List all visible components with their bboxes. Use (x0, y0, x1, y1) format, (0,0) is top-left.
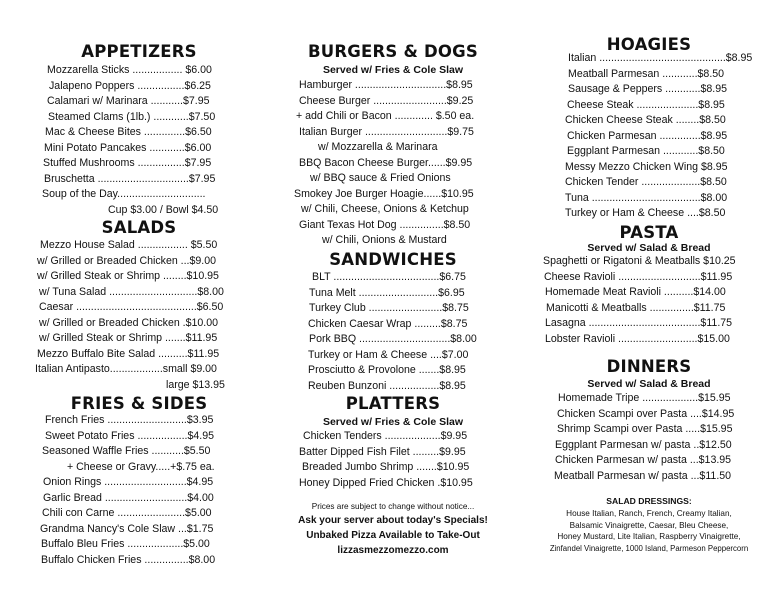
list-item: Stuffed Mushrooms ................$7.95 (43, 157, 212, 169)
list-item: Garlic Bread ............................$4.00 (43, 491, 214, 504)
dressing-line: House Italian, Ranch, French, Creamy Italian, (566, 509, 732, 518)
list-item: BBQ Bacon Cheese Burger......$9.95 (299, 156, 473, 169)
list-item: Buffalo Bleu Fries ...................$5.00 (41, 538, 210, 550)
list-item: Pork BBQ ...............................$8.00 (309, 333, 477, 345)
list-item: BLT ....................................$6.75 (312, 271, 466, 283)
list-item: Honey Dipped Fried Chicken .$10.95 (299, 476, 473, 489)
list-item: Cheese Steak .....................$8.95 (567, 98, 725, 111)
appetizers-heading: APPETIZERS (81, 42, 197, 61)
list-item: Chicken Scampi over Pasta ....$14.95 (557, 407, 735, 420)
list-item: w/ Grilled Steak or Shrimp .......$11.95 (39, 332, 218, 344)
list-item: Lasagna ......................................$11.75 (545, 317, 733, 329)
list-item: w/ Chili, Onions & Mustard (322, 234, 447, 246)
dressing-line: Honey Mustard, Lite Italian, Raspberry Vinaigrette, (557, 532, 741, 541)
list-item: Chicken Tenders ...................$9.95 (303, 430, 468, 442)
list-item: Manicotti & Meatballs ...............$11.75 (546, 301, 726, 314)
list-item: Turkey or Ham & Cheese ....$7.00 (308, 348, 469, 361)
pasta-heading: PASTA (619, 223, 679, 242)
list-item: Chili con Carne .......................$5.00 (42, 507, 212, 519)
list-item: Onion Rings ............................$4.95 (43, 476, 214, 488)
website-link[interactable]: lizzasmezzomezzo.com (337, 545, 449, 556)
list-item: Tuna Melt ...........................$6.95 (309, 286, 465, 299)
burgers-dogs-heading: BURGERS & DOGS (308, 42, 478, 61)
list-item: French Fries ...........................$3.95 (45, 414, 214, 426)
sandwiches-heading: SANDWICHES (329, 250, 457, 269)
list-item: Messy Mezzo Chicken Wing $8.95 (565, 160, 728, 173)
list-item: Prosciutto & Provolone .......$8.95 (308, 364, 466, 376)
list-item: Calamari w/ Marinara ...........$7.95 (47, 95, 210, 107)
list-item: + add Chili or Bacon ............. $.50 ea. (296, 110, 475, 122)
price-notice: Prices are subject to change without notice... (311, 502, 475, 511)
list-item: Cheese Ravioli ............................$11.95 (544, 270, 733, 283)
list-item: Shrimp Scampi over Pasta .....$15.95 (557, 423, 733, 435)
list-item: Hamburger ...............................$8.95 (299, 79, 473, 91)
list-item: Sweet Potato Fries .................$4.95 (45, 429, 214, 442)
list-item: Steamed Clams (1lb.) ............$7.50 (48, 110, 216, 123)
list-item: Chicken Parmesan ..............$8.95 (567, 129, 728, 142)
list-item: w/ Grilled Steak or Shrimp ........$10.95 (37, 270, 219, 282)
list-item: Mezzo House Salad ................. $5.50 (40, 239, 218, 251)
list-item: w/ Mozzarella & Marinara (318, 141, 438, 153)
list-item: Giant Texas Hot Dog ...............$8.50 (299, 218, 471, 231)
list-item: Spaghetti or Rigatoni & Meatballs $10.25 (543, 255, 736, 267)
list-item: w/ Tuna Salad ..............................$8.00 (39, 285, 224, 298)
list-item: w/ Grilled or Breaded Chicken ...$9.00 (37, 254, 217, 267)
list-item: Meatball Parmesan w/ pasta ...$11.50 (554, 469, 732, 482)
list-item: Seasoned Waffle Fries ...........$5.50 (42, 445, 211, 457)
list-item: Reuben Bunzoni .................$8.95 (308, 379, 466, 392)
list-item: Chicken Caesar Wrap .........$8.75 (308, 317, 468, 330)
list-item: Eggplant Parmesan ............$8.50 (567, 145, 725, 157)
list-item: Mini Potato Pancakes ............$6.00 (44, 141, 212, 154)
list-item: Breaded Jumbo Shrimp .......$10.95 (302, 461, 470, 473)
dressing-line: Zinfandel Vinaigrette, 1000 Island, Parmeson Peppercorn (549, 543, 749, 553)
list-item: Turkey or Ham & Cheese ....$8.50 (565, 207, 726, 219)
list-item: Italian Burger ............................$9.75 (299, 125, 474, 138)
list-item: Lobster Ravioli ...........................$15.00 (545, 332, 730, 345)
burgers-subtitle: Served w/ Fries & Cole Slaw (322, 64, 464, 76)
list-item: Homemade Tripe ...................$15.95 (558, 392, 731, 404)
dinners-heading: DINNERS (606, 357, 692, 376)
list-item: Chicken Tender ....................$8.50 (565, 176, 727, 188)
list-item: Mozzarella Sticks ................. $6.00 (47, 64, 212, 76)
salads-heading: SALADS (101, 218, 177, 237)
list-item: Homemade Meat Ravioli ..........$14.00 (545, 286, 726, 298)
list-item: Italian Antipasto..................small $9.00 (35, 363, 217, 375)
dressing-line: Balsamic Vinaigrette, Caesar, Bleu Cheese, (569, 520, 729, 530)
list-item: Soup of the Day.............................. (42, 188, 206, 200)
list-item: + Cheese or Gravy.....+$.75 ea. (67, 460, 215, 473)
platters-heading: PLATTERS (345, 394, 441, 413)
list-item: Eggplant Parmesan w/ pasta ..$12.50 (555, 438, 732, 451)
list-item: Jalapeno Poppers ................$6.25 (49, 79, 211, 92)
list-item: Chicken Cheese Steak ........$8.50 (565, 114, 726, 126)
list-item: Mac & Cheese Bites ..............$6.50 (45, 126, 212, 138)
unbaked-pizza-note: Unbaked Pizza Available to Take-Out (306, 530, 480, 541)
list-item: large $13.95 (166, 378, 225, 391)
list-item: Bruschetta ...............................$7.95 (44, 172, 216, 185)
dinners-subtitle: Served w/ Salad & Bread (587, 378, 711, 390)
list-item: Grandma Nancy's Cole Slaw ...$1.75 (40, 522, 214, 535)
list-item: w/ Grilled or Breaded Chicken .$10.00 (39, 316, 219, 329)
list-item: Cup $3.00 / Bowl $4.50 (108, 203, 219, 216)
list-item: Buffalo Chicken Fries ...............$8.00 (41, 553, 216, 566)
hoagies-heading: HOAGIES (606, 35, 692, 54)
list-item: Turkey Club .........................$8.75 (309, 302, 469, 314)
list-item: Tuna .....................................$8.00 (565, 191, 728, 204)
list-item: w/ BBQ sauce & Fried Onions (310, 172, 451, 184)
list-item: Sausage & Peppers ............$8.95 (568, 83, 728, 95)
list-item: Italian ...........................................$8.95 (568, 52, 753, 64)
list-item: Meatball Parmesan ............$8.50 (568, 67, 725, 80)
fries-sides-heading: FRIES & SIDES (70, 394, 208, 413)
list-item: Chicken Parmesan w/ pasta ...$13.95 (555, 454, 732, 466)
list-item: w/ Chili, Cheese, Onions & Ketchup (301, 203, 469, 215)
specials-note: Ask your server about today's Specials! (298, 515, 488, 526)
list-item: Batter Dipped Fish Filet .........$9.95 (299, 445, 466, 458)
pasta-subtitle: Served w/ Salad & Bread (587, 242, 711, 254)
platters-subtitle: Served w/ Fries & Cole Slaw (322, 416, 464, 428)
list-item: Smokey Joe Burger Hoagie......$10.95 (294, 187, 474, 200)
list-item: Caesar .........................................$6.50 (39, 301, 224, 313)
salad-dressings-title: SALAD DRESSINGS: (606, 496, 692, 506)
list-item: Cheese Burger .........................$9.25 (299, 94, 474, 107)
list-item: Mezzo Buffalo Bite Salad ..........$11.95 (37, 347, 220, 360)
